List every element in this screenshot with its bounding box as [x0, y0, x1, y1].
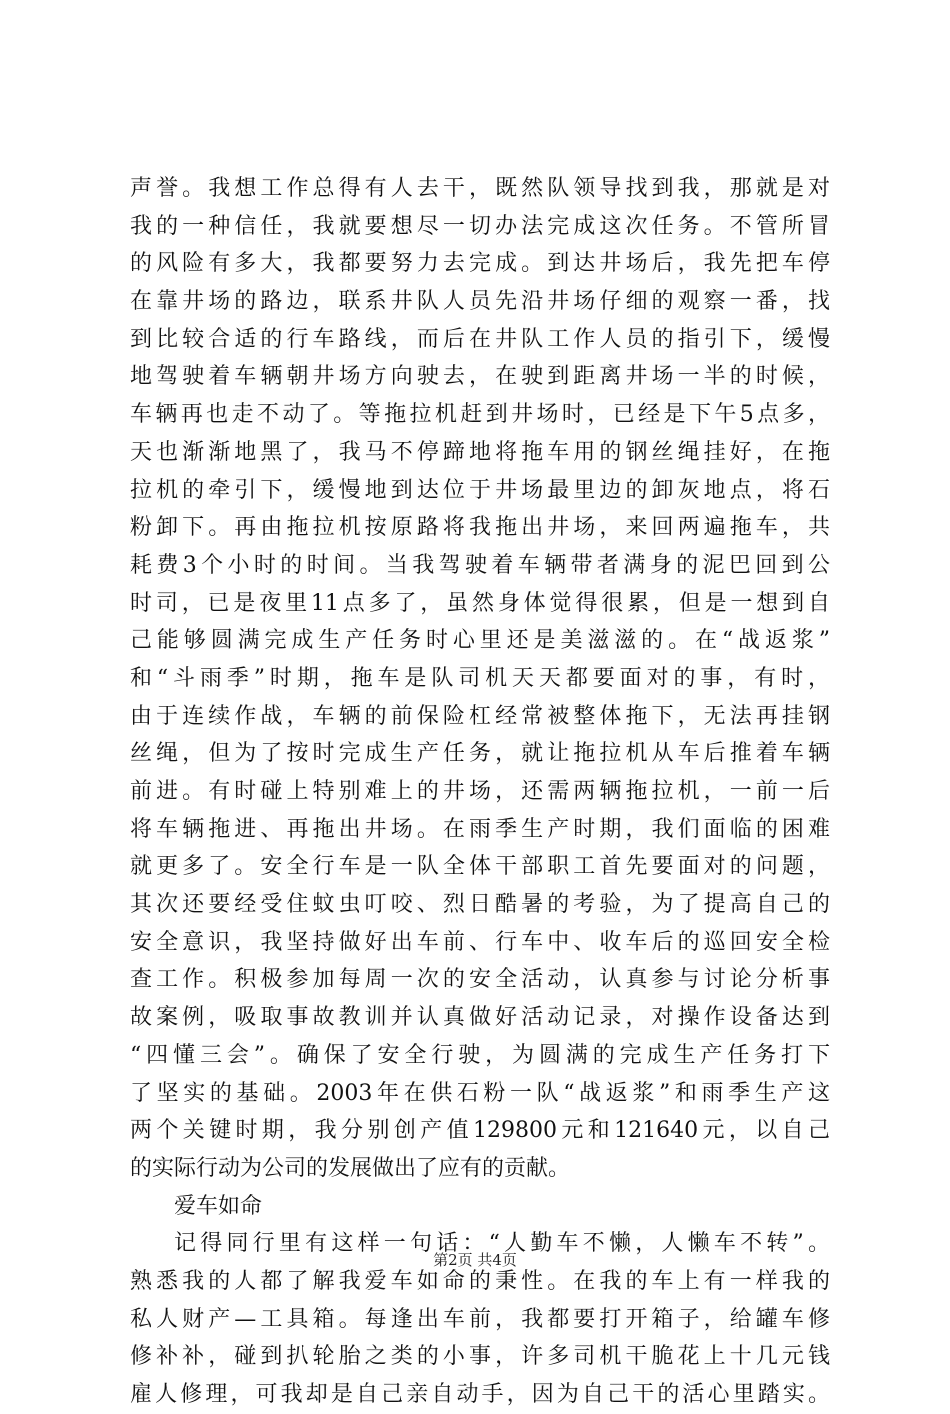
text-line: 车辆再也走不动了。等拖拉机赶到井场时，已经是下午5点多，	[130, 402, 830, 428]
text-line: 丝绳，但为了按时完成生产任务，就让拖拉机从车后推着车辆	[130, 741, 830, 767]
text-line: 拉机的牵引下，缓慢地到达位于井场最里边的卸灰地点，将石	[130, 477, 830, 503]
text-line: 我的一种信任，我就要想尽一切办法完成这次任务。不管所冒	[130, 213, 830, 239]
text-line: 到比较合适的行车路线，而后在井队工作人员的指引下，缓慢	[130, 326, 830, 352]
section-heading: 爱车如命	[174, 1193, 263, 1219]
text-line: 在靠井场的路边，联系井队人员先沿井场仔细的观察一番，找	[130, 289, 830, 315]
paragraph-line: 修补补，碰到扒轮胎之类的小事，许多司机干脆花上十几元钱	[130, 1344, 830, 1370]
text-line: 其次还要经受住蚊虫叮咬、烈日酷暑的考验，为了提高自己的	[130, 892, 830, 918]
text-line: 天也渐渐地黑了，我马不停蹄地将拖车用的钢丝绳挂好，在拖	[130, 439, 830, 465]
text-line: 耗费3个小时的时间。当我驾驶着车辆带者满身的泥巴回到公	[130, 552, 830, 578]
text-line: 前进。有时碰上特别难上的井场，还需两辆拖拉机，一前一后	[130, 779, 830, 804]
paragraph-line: 熟悉我的人都了解我爱车如命的秉性。在我的车上有一样我的	[130, 1268, 830, 1294]
text-line: 由于连续作战，车辆的前保险杠经常被整体拖下，无法再挂钢	[130, 703, 830, 729]
text-line: 安全意识，我坚持做好出车前、行车中、收车后的巡回安全检	[130, 929, 830, 955]
paragraph-line: 雇人修理，可我却是自己亲自动手，因为自己干的活心里踏实。	[130, 1382, 830, 1407]
text-line: 的风险有多大，我都要努力去完成。到达井场后，我先把车停	[130, 251, 830, 277]
text-line: 将车辆拖进、再拖出井场。在雨季生产时期，我们面临的困难	[130, 816, 830, 842]
text-line: 时司，已是夜里11点多了，虽然身体觉得很累，但是一想到自	[130, 590, 830, 616]
text-line: 了坚实的基础。2003年在供石粉一队“战返浆”和雨季生产这	[130, 1080, 830, 1106]
text-line: 己能够圆满完成生产任务时心里还是美滋滋的。在“战返浆”	[130, 628, 830, 654]
text-line: 就更多了。安全行车是一队全体干部职工首先要面对的问题，	[130, 854, 830, 880]
text-line: 和“斗雨季”时期，拖车是队司机天天都要面对的事，有时，	[130, 665, 830, 691]
text-line: 两个关键时期，我分别创产值129800元和121640元，以自己	[130, 1118, 830, 1144]
text-line: 查工作。积极参加每周一次的安全活动，认真参与讨论分析事	[130, 967, 830, 993]
text-line: “四懂三会”。确保了安全行驶，为圆满的完成生产任务打下	[130, 1042, 830, 1068]
paragraph-line: 私人财产—工具箱。每逢出车前，我都要打开箱子，给罐车修	[130, 1306, 830, 1332]
body-text	[130, 170, 830, 1414]
text-line: 故案例，吸取事故教训并认真做好活动记录，对操作设备达到	[130, 1005, 830, 1031]
paragraph-line: 记得同行里有这样一句话：“人勤车不懒，人懒车不转”。	[174, 1231, 830, 1257]
text-line: 粉卸下。再由拖拉机按原路将我拖出井场，来回两遍拖车，共	[130, 515, 830, 541]
text-line: 地驾驶着车辆朝井场方向驶去，在驶到距离井场一半的时候，	[130, 364, 830, 390]
text-line: 的实际行动为公司的发展做出了应有的贡献。	[130, 1155, 571, 1181]
text-line: 声誉。我想工作总得有人去干，既然队领导找到我，那就是对	[130, 176, 830, 201]
page-number-footer: 第2页 共4页	[433, 1251, 517, 1269]
